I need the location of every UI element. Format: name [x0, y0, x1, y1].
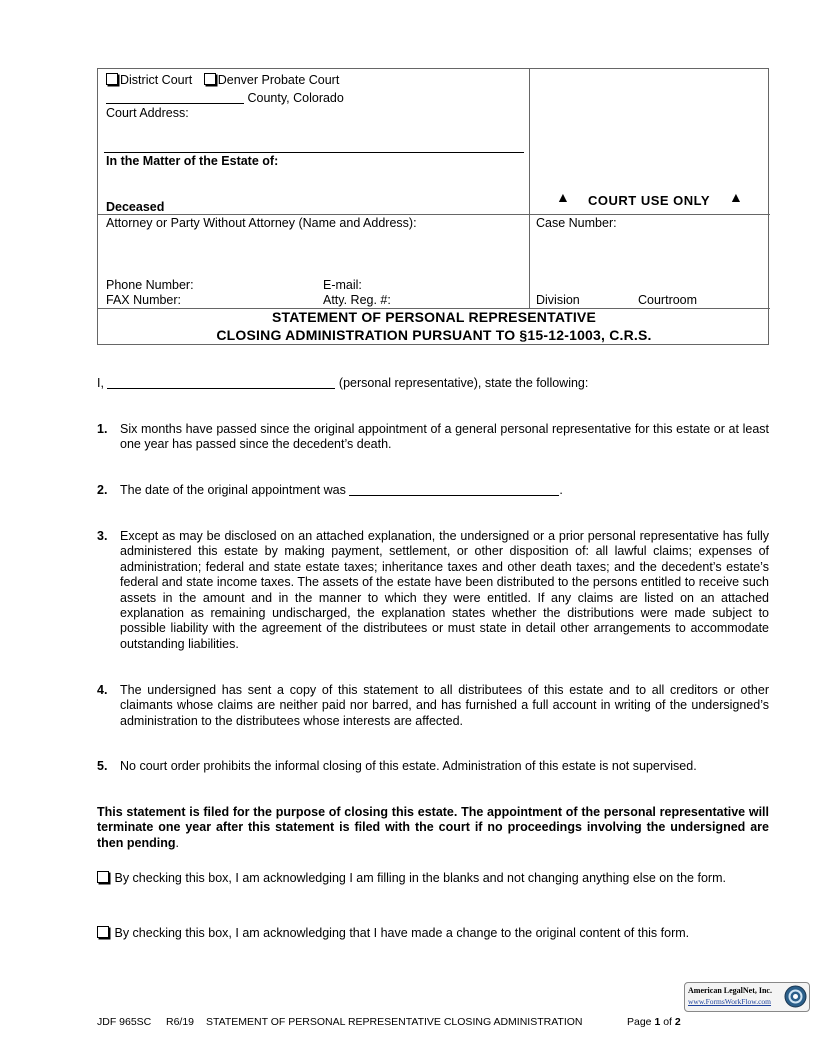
acknowledge-change	[97, 924, 769, 943]
acknowledge-fill-blanks-checkbox[interactable]	[97, 871, 109, 883]
logo-url[interactable]: www.FormsWorkFlow.com	[688, 997, 772, 1006]
form-title-line1: STATEMENT OF PERSONAL REPRESENTATIVE	[271, 309, 597, 325]
personal-representative-blank[interactable]	[107, 376, 335, 389]
court-use-arrow-right: ▲	[729, 189, 743, 205]
item-2	[97, 483, 769, 498]
item-2-label: The date of the original appointment was	[120, 483, 346, 497]
county-blank[interactable]	[106, 91, 244, 104]
item-4	[97, 683, 769, 729]
item-number: 4.	[97, 683, 108, 697]
form-title-line2: CLOSING ADMINISTRATION PURSUANT TO §15-12-1003, C.R.S.	[216, 327, 652, 343]
denver-probate-label: Denver Probate Court	[217, 73, 340, 87]
item-number: 2.	[97, 483, 108, 497]
court-use-only-label: COURT USE ONLY	[588, 193, 711, 208]
acknowledge-change-checkbox[interactable]	[97, 926, 109, 938]
item-1	[97, 422, 769, 453]
district-court-label: District Court	[120, 73, 193, 87]
item-text: The undersigned has sent a copy of this statement to all distributees of this estate and to all creditors or other claimants whose claims are neither paid nor barred, and has furnished a full account in writing of the undersigned’s administration to the distributees whose interests are affected.	[120, 683, 769, 728]
caption-box	[97, 68, 769, 345]
county-line	[106, 91, 344, 105]
item-number: 3.	[97, 529, 108, 543]
item-number: 5.	[97, 759, 108, 773]
courtroom-label: Courtroom	[638, 293, 698, 307]
court-use-arrow-left: ▲	[556, 189, 570, 205]
acknowledge-fill-blanks	[97, 869, 769, 888]
caption-divider-vertical	[529, 69, 530, 308]
intro-suffix: (personal representative), state the following:	[338, 376, 589, 390]
in-matter-label: In the Matter of the Estate of:	[106, 154, 279, 168]
caption-divider-h1	[98, 214, 770, 215]
acknowledge-fill-blanks-text: By checking this box, I am acknowledging I am filling in the blanks and not changing anything else on the form.	[114, 871, 726, 885]
closing-statement	[97, 805, 769, 851]
footer-page	[627, 1016, 681, 1028]
page-current: 1	[654, 1016, 661, 1028]
denver-probate-checkbox[interactable]	[204, 73, 216, 85]
item-2-suffix: .	[559, 483, 563, 497]
fax-label: FAX Number:	[106, 293, 182, 307]
atty-reg-label: Atty. Reg. #:	[323, 293, 391, 307]
appointment-date-blank[interactable]	[349, 483, 559, 496]
court-selection	[106, 73, 339, 87]
item-text: No court order prohibits the informal closing of this estate. Administration of this estate is not supervised.	[120, 759, 697, 773]
closing-statement-end: .	[175, 835, 179, 850]
item-3	[97, 529, 769, 652]
footer-title: STATEMENT OF PERSONAL REPRESENTATIVE CLOSING ADMINISTRATION	[206, 1016, 583, 1028]
email-label: E-mail:	[323, 278, 362, 292]
case-number-label: Case Number:	[536, 216, 617, 230]
page-of: of	[663, 1016, 672, 1028]
district-court-checkbox[interactable]	[106, 73, 118, 85]
item-5	[97, 759, 769, 774]
intro-line	[97, 376, 769, 391]
logo-company: American LegalNet, Inc.	[688, 986, 772, 995]
item-number: 1.	[97, 422, 108, 436]
attorney-label: Attorney or Party Without Attorney (Name and Address):	[106, 216, 417, 230]
footer-revision: R6/19	[166, 1016, 195, 1028]
phone-label: Phone Number:	[106, 278, 194, 292]
intro-prefix: I,	[97, 376, 104, 390]
item-text: Six months have passed since the original appointment of a general personal representative for this estate or at least one year has passed since the decedent’s death.	[120, 422, 769, 452]
item-text	[120, 483, 769, 498]
deceased-label: Deceased	[106, 200, 165, 214]
item-text: Except as may be disclosed on an attached explanation, the undersigned or a prior personal representative has fully administered this estate by making payment, settlement, or other disposition of: all lawful claims; expenses of administration; federal and state estate taxes; inheritance taxes and other death taxes; and the decedent’s estate’s federal and state income taxes. The assets of the estate have been distributed to the persons entitled to receive such assets in the amount and in the manner to which they were entitled. If any claims are listed on an attached explanation as remaining undischarged, the explanation states whether the distributions were made subject to possible liability with the agreement of the distributees or must state in detail other arrangements to accommodate outstanding liabilities.	[120, 529, 769, 651]
page-prefix: Page	[627, 1016, 652, 1028]
court-address-rule	[104, 152, 524, 153]
globe-icon	[784, 985, 807, 1008]
division-label: Division	[536, 293, 580, 307]
county-label: County, Colorado	[247, 91, 344, 105]
footer-form-id: JDF 965SC	[97, 1016, 152, 1028]
closing-statement-text: This statement is filed for the purpose of closing this estate. The appointment of the personal representative will terminate one year after this statement is filed with the court if no proceedings involving the undersigned are then pending	[97, 805, 769, 850]
court-address-label: Court Address:	[106, 106, 189, 120]
american-legalnet-logo	[684, 982, 810, 1012]
acknowledge-change-text: By checking this box, I am acknowledging that I have made a change to the original content of this form.	[114, 926, 690, 940]
page-total: 2	[674, 1016, 681, 1028]
